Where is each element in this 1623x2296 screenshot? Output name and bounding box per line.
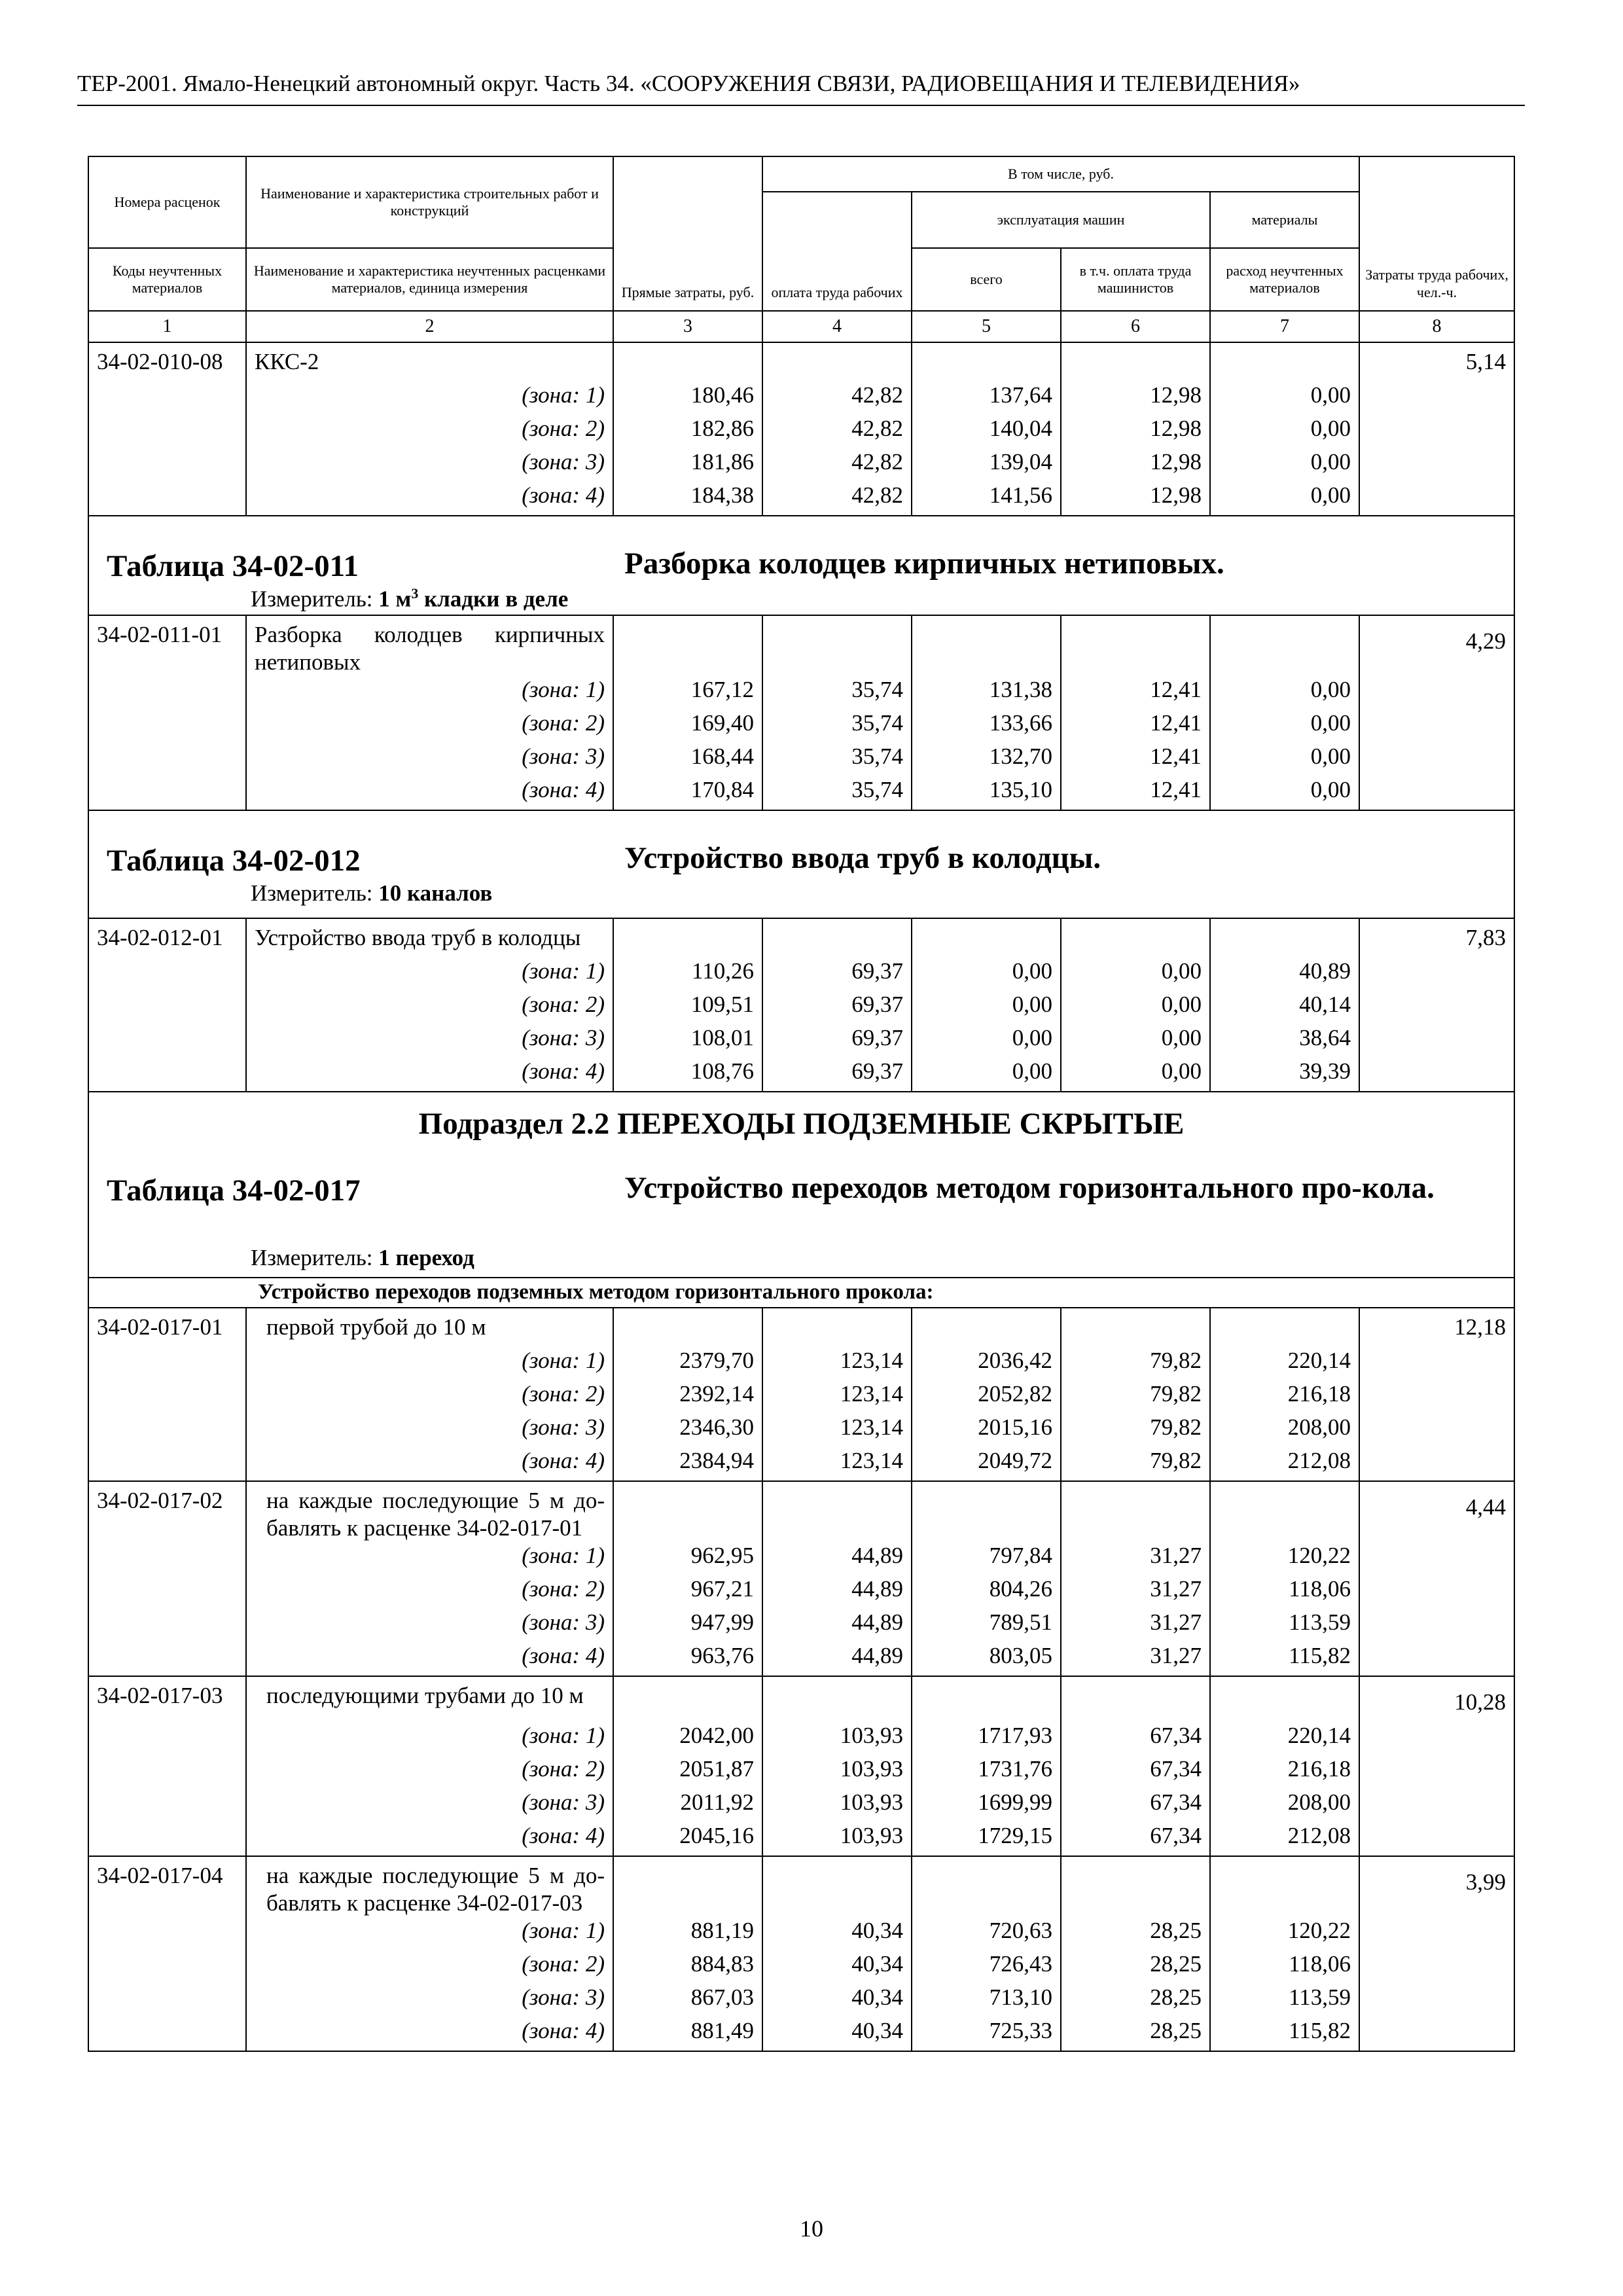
cost-value: 947,99 [613, 1609, 762, 1642]
cost-value: 103,93 [762, 1755, 912, 1789]
col6-header: в т.ч. оплата труда машинистов [1061, 248, 1210, 311]
table-row [88, 615, 1514, 676]
cost-value: 884,83 [613, 1950, 762, 1984]
zone-row [88, 1447, 1514, 1481]
zone-label: (зона: 4) [246, 1447, 613, 1481]
zone-row [88, 382, 1514, 415]
cost-value: 40,34 [762, 1917, 912, 1950]
zone-row [88, 709, 1514, 743]
cost-value: 803,05 [912, 1642, 1061, 1676]
rate-code: 34-02-017-02 [88, 1481, 246, 1542]
cost-value: 0,00 [1210, 743, 1359, 776]
cost-value: 28,25 [1061, 1984, 1210, 2017]
zone-label: (зона: 1) [246, 1347, 613, 1380]
cost-value: 169,40 [613, 709, 762, 743]
rate-code: 34-02-017-04 [88, 1856, 246, 1917]
cost-value: 140,04 [912, 415, 1061, 448]
table-description: Разборка колодцев кирпичных нетиповых. [624, 547, 1224, 581]
zone-label: (зона: 4) [246, 776, 613, 810]
zone-label: (зона: 1) [246, 1917, 613, 1950]
zone-row [88, 2017, 1514, 2051]
zone-row [88, 958, 1514, 991]
work-name: ККС-2 [246, 342, 613, 382]
subsection-title: Подраздел 2.2 ПЕРЕХОДЫ ПОДЗЕМНЫЕ СКРЫТЫЕ [418, 1107, 1185, 1141]
measure-label: Измеритель: [251, 586, 373, 612]
cost-value: 0,00 [912, 1058, 1061, 1092]
cost-value: 118,06 [1210, 1950, 1359, 1984]
materials-header: материалы [1210, 192, 1359, 248]
col3-header: Прямые затраты, руб. [613, 156, 762, 311]
cost-value: 2036,42 [912, 1347, 1061, 1380]
zone-row [88, 776, 1514, 810]
cost-value: 181,86 [613, 448, 762, 482]
incl-header: В том числе, руб. [762, 156, 1359, 192]
cost-value: 123,14 [762, 1347, 912, 1380]
zone-label: (зона: 2) [246, 991, 613, 1024]
cost-value: 168,44 [613, 743, 762, 776]
zone-label: (зона: 3) [246, 1789, 613, 1822]
cost-value: 804,26 [912, 1575, 1061, 1609]
cost-value: 0,00 [912, 991, 1061, 1024]
zone-row [88, 1024, 1514, 1058]
cost-value: 28,25 [1061, 1917, 1210, 1950]
col2-bottom-header: Наименование и характеристика неучтенных расценками материалов, единица измерения [246, 248, 613, 311]
table-row [88, 342, 1514, 382]
work-name: последующими трубами до 10 м [246, 1676, 613, 1722]
header-rule [77, 105, 1525, 106]
measure-label: Измеритель: [251, 880, 373, 906]
zone-label: (зона: 2) [246, 1950, 613, 1984]
col-number: 3 [613, 311, 762, 342]
cost-value: 881,19 [613, 1917, 762, 1950]
zone-row [88, 1984, 1514, 2017]
col-number: 2 [246, 311, 613, 342]
cost-value: 962,95 [613, 1542, 762, 1575]
col-number: 8 [1359, 311, 1514, 342]
table-title: Таблица 34-02-017 [107, 1174, 361, 1208]
zone-label: (зона: 4) [246, 1822, 613, 1856]
table-section [88, 810, 1514, 918]
zone-label: (зона: 2) [246, 1380, 613, 1414]
measure [251, 585, 568, 613]
cost-value: 0,00 [1210, 776, 1359, 810]
col4-header: оплата труда рабочих [762, 192, 912, 311]
cost-value: 789,51 [912, 1609, 1061, 1642]
zone-label: (зона: 2) [246, 709, 613, 743]
cost-value: 40,14 [1210, 991, 1359, 1024]
cost-value: 35,74 [762, 676, 912, 709]
work-name: Разборка колодцев кирпичных нетиповых [246, 615, 613, 676]
cost-value: 67,34 [1061, 1755, 1210, 1789]
zone-label: (зона: 2) [246, 415, 613, 448]
cost-value: 0,00 [1061, 1058, 1210, 1092]
cost-value: 170,84 [613, 776, 762, 810]
cost-value: 137,64 [912, 382, 1061, 415]
table-section [88, 1092, 1514, 1278]
col-number: 6 [1061, 311, 1210, 342]
labor-cost: 7,83 [1359, 918, 1514, 958]
cost-value: 31,27 [1061, 1542, 1210, 1575]
cost-value: 44,89 [762, 1609, 912, 1642]
cost-value: 110,26 [613, 958, 762, 991]
work-name: Устройство ввода труб в колодцы [246, 918, 613, 958]
cost-value: 40,34 [762, 1984, 912, 2017]
cost-value: 0,00 [1210, 676, 1359, 709]
group-row [88, 1278, 1514, 1308]
work-name: на каждые последующие 5 м до-бавлять к расценке 34-02-017-01 [246, 1481, 613, 1542]
cost-value: 220,14 [1210, 1722, 1359, 1755]
zone-label: (зона: 1) [246, 1542, 613, 1575]
rate-code: 34-02-010-08 [88, 342, 246, 382]
cost-value: 182,86 [613, 415, 762, 448]
work-name: на каждые последующие 5 м до-бавлять к расценке 34-02-017-03 [246, 1856, 613, 1917]
table-description: Устройство переходов методом горизонтального про-кола. [624, 1171, 1435, 1205]
cost-value: 103,93 [762, 1789, 912, 1822]
cost-value: 2051,87 [613, 1755, 762, 1789]
cost-value: 184,38 [613, 482, 762, 516]
cost-value: 2384,94 [613, 1447, 762, 1481]
table-title: Таблица 34-02-011 [107, 549, 359, 583]
cost-value: 0,00 [1210, 482, 1359, 516]
zone-label: (зона: 3) [246, 1024, 613, 1058]
zone-row [88, 1380, 1514, 1414]
zone-row [88, 1058, 1514, 1092]
cost-value: 1717,93 [912, 1722, 1061, 1755]
measure-value: 1 м [378, 586, 412, 612]
cost-value: 115,82 [1210, 2017, 1359, 2051]
cost-value: 123,14 [762, 1414, 912, 1447]
cost-value: 40,34 [762, 2017, 912, 2051]
zone-label: (зона: 3) [246, 1609, 613, 1642]
table-row [88, 1481, 1514, 1542]
zone-row [88, 415, 1514, 448]
labor-cost: 3,99 [1359, 1856, 1514, 1917]
table-section [88, 516, 1514, 615]
cost-value: 208,00 [1210, 1414, 1359, 1447]
zone-label: (зона: 3) [246, 448, 613, 482]
cost-value: 0,00 [1061, 958, 1210, 991]
group-title: Устройство переходов подземных методом горизонтального прокола: [88, 1278, 1514, 1308]
cost-value: 44,89 [762, 1642, 912, 1676]
col7-header: расход неучтенных материалов [1210, 248, 1359, 311]
zone-label: (зона: 4) [246, 2017, 613, 2051]
cost-value: 212,08 [1210, 1447, 1359, 1481]
cost-value: 713,10 [912, 1984, 1061, 2017]
table-row [88, 1856, 1514, 1917]
cost-value: 35,74 [762, 743, 912, 776]
cost-value: 0,00 [1061, 991, 1210, 1024]
measure [251, 880, 492, 907]
cost-value: 120,22 [1210, 1542, 1359, 1575]
cost-value: 726,43 [912, 1950, 1061, 1984]
col1-top-header: Номера расценок [88, 156, 246, 248]
col1-bottom-header: Коды неучтенных материалов [88, 248, 246, 311]
cost-value: 44,89 [762, 1542, 912, 1575]
cost-value: 31,27 [1061, 1575, 1210, 1609]
zone-row [88, 1542, 1514, 1575]
cost-value: 725,33 [912, 2017, 1061, 2051]
labor-cost: 5,14 [1359, 342, 1514, 382]
cost-value: 2379,70 [613, 1347, 762, 1380]
cost-value: 12,98 [1061, 448, 1210, 482]
cost-value: 79,82 [1061, 1380, 1210, 1414]
cost-value: 216,18 [1210, 1755, 1359, 1789]
cost-value: 220,14 [1210, 1347, 1359, 1380]
cost-value: 216,18 [1210, 1380, 1359, 1414]
zone-label: (зона: 1) [246, 958, 613, 991]
col-number: 5 [912, 311, 1061, 342]
cost-value: 108,01 [613, 1024, 762, 1058]
cost-value: 118,06 [1210, 1575, 1359, 1609]
zone-label: (зона: 3) [246, 743, 613, 776]
cost-value: 28,25 [1061, 1950, 1210, 1984]
cost-value: 2042,00 [613, 1722, 762, 1755]
measure-value: 10 каналов [378, 880, 493, 906]
zone-label: (зона: 1) [246, 1722, 613, 1755]
cost-value: 0,00 [1210, 448, 1359, 482]
cost-value: 2011,92 [613, 1789, 762, 1822]
cost-value: 0,00 [1210, 382, 1359, 415]
labor-cost: 4,44 [1359, 1481, 1514, 1542]
zone-row [88, 1822, 1514, 1856]
cost-value: 139,04 [912, 448, 1061, 482]
zone-label: (зона: 2) [246, 1575, 613, 1609]
cost-value: 963,76 [613, 1642, 762, 1676]
labor-cost: 4,29 [1359, 615, 1514, 676]
cost-value: 35,74 [762, 709, 912, 743]
cost-value: 40,89 [1210, 958, 1359, 991]
zone-row [88, 1789, 1514, 1822]
zone-row [88, 676, 1514, 709]
cost-value: 12,98 [1061, 482, 1210, 516]
zone-row [88, 1609, 1514, 1642]
cost-value: 42,82 [762, 415, 912, 448]
table-title: Таблица 34-02-012 [107, 844, 361, 878]
cost-value: 2392,14 [613, 1380, 762, 1414]
cost-value: 720,63 [912, 1917, 1061, 1950]
measure-label: Измеритель: [251, 1245, 373, 1270]
cost-value: 180,46 [613, 382, 762, 415]
zone-row [88, 482, 1514, 516]
cost-value: 69,37 [762, 958, 912, 991]
cost-value: 39,39 [1210, 1058, 1359, 1092]
cost-value: 867,03 [613, 1984, 762, 2017]
cost-value: 133,66 [912, 709, 1061, 743]
cost-value: 1699,99 [912, 1789, 1061, 1822]
cost-value: 28,25 [1061, 2017, 1210, 2051]
cost-value: 2049,72 [912, 1447, 1061, 1481]
measure-rest: кладки в деле [418, 586, 569, 612]
cost-value: 0,00 [1061, 1024, 1210, 1058]
work-name: первой трубой до 10 м [246, 1308, 613, 1347]
cost-value: 123,14 [762, 1447, 912, 1481]
cost-value: 12,41 [1061, 776, 1210, 810]
zone-row [88, 1917, 1514, 1950]
cost-value: 108,76 [613, 1058, 762, 1092]
cost-value: 113,59 [1210, 1609, 1359, 1642]
rate-code: 34-02-012-01 [88, 918, 246, 958]
cost-value: 212,08 [1210, 1822, 1359, 1856]
zone-label: (зона: 3) [246, 1984, 613, 2017]
zone-label: (зона: 4) [246, 1642, 613, 1676]
cost-value: 69,37 [762, 991, 912, 1024]
col2-top-header: Наименование и характеристика строительных работ и конструкций [246, 156, 613, 248]
cost-value: 42,82 [762, 482, 912, 516]
cost-value: 12,41 [1061, 709, 1210, 743]
cost-value: 141,56 [912, 482, 1061, 516]
zone-row [88, 1642, 1514, 1676]
col-number: 7 [1210, 311, 1359, 342]
cost-value: 881,49 [613, 2017, 762, 2051]
zone-row [88, 1414, 1514, 1447]
cost-value: 109,51 [613, 991, 762, 1024]
cost-value: 35,74 [762, 776, 912, 810]
cost-value: 44,89 [762, 1575, 912, 1609]
cost-value: 38,64 [1210, 1024, 1359, 1058]
cost-value: 208,00 [1210, 1789, 1359, 1822]
table-description: Устройство ввода труб в колодцы. [624, 841, 1101, 875]
zone-row [88, 743, 1514, 776]
rate-code: 34-02-017-03 [88, 1676, 246, 1722]
cost-value: 1729,15 [912, 1822, 1061, 1856]
price-table [88, 156, 1515, 2052]
zone-row [88, 1347, 1514, 1380]
cost-value: 0,00 [1210, 709, 1359, 743]
cost-value: 0,00 [1210, 415, 1359, 448]
cost-value: 69,37 [762, 1024, 912, 1058]
cost-value: 67,34 [1061, 1722, 1210, 1755]
measure-value: 1 переход [378, 1245, 474, 1270]
zone-row [88, 1950, 1514, 1984]
cost-value: 120,22 [1210, 1917, 1359, 1950]
cost-value: 12,98 [1061, 415, 1210, 448]
cost-value: 2045,16 [613, 1822, 762, 1856]
cost-value: 67,34 [1061, 1789, 1210, 1822]
zone-row [88, 448, 1514, 482]
cost-value: 797,84 [912, 1542, 1061, 1575]
zone-row [88, 1575, 1514, 1609]
col-number: 1 [88, 311, 246, 342]
cost-value: 103,93 [762, 1822, 912, 1856]
zone-label: (зона: 4) [246, 1058, 613, 1092]
cost-value: 79,82 [1061, 1347, 1210, 1380]
cost-value: 31,27 [1061, 1642, 1210, 1676]
table-row [88, 1676, 1514, 1722]
measure-sup: 3 [411, 585, 419, 601]
cost-value: 2052,82 [912, 1380, 1061, 1414]
cost-value: 103,93 [762, 1722, 912, 1755]
cost-value: 2346,30 [613, 1414, 762, 1447]
cost-value: 79,82 [1061, 1447, 1210, 1481]
cost-value: 40,34 [762, 1950, 912, 1984]
zone-label: (зона: 1) [246, 382, 613, 415]
table-row [88, 918, 1514, 958]
labor-cost: 12,18 [1359, 1308, 1514, 1347]
cost-value: 131,38 [912, 676, 1061, 709]
machines-header: эксплуатация машин [912, 192, 1210, 248]
cost-value: 167,12 [613, 676, 762, 709]
zone-row [88, 991, 1514, 1024]
cost-value: 0,00 [912, 958, 1061, 991]
col5-header: всего [912, 248, 1061, 311]
cost-value: 967,21 [613, 1575, 762, 1609]
cost-value: 115,82 [1210, 1642, 1359, 1676]
page-header: ТЕР-2001. Ямало-Ненецкий автономный округ. Часть 34. «СООРУЖЕНИЯ СВЯЗИ, РАДИОВЕЩАНИЯ И ТЕЛЕВИДЕНИЯ» [77, 71, 1300, 96]
labor-cost: 10,28 [1359, 1676, 1514, 1722]
cost-value: 2015,16 [912, 1414, 1061, 1447]
zone-label: (зона: 2) [246, 1755, 613, 1789]
cost-value: 69,37 [762, 1058, 912, 1092]
cost-value: 113,59 [1210, 1984, 1359, 2017]
cost-value: 12,41 [1061, 743, 1210, 776]
zone-row [88, 1755, 1514, 1789]
cost-value: 12,41 [1061, 676, 1210, 709]
cost-value: 79,82 [1061, 1414, 1210, 1447]
table-row [88, 1308, 1514, 1347]
cost-value: 135,10 [912, 776, 1061, 810]
zone-row [88, 1722, 1514, 1755]
rate-code: 34-02-011-01 [88, 615, 246, 676]
col8-header: Затраты труда рабочих, чел.-ч. [1359, 156, 1514, 311]
cost-value: 67,34 [1061, 1822, 1210, 1856]
cost-value: 42,82 [762, 448, 912, 482]
cost-value: 123,14 [762, 1380, 912, 1414]
page-number: 10 [800, 2215, 823, 2242]
cost-value: 12,98 [1061, 382, 1210, 415]
zone-label: (зона: 1) [246, 676, 613, 709]
col-number: 4 [762, 311, 912, 342]
measure [251, 1244, 474, 1272]
cost-value: 1731,76 [912, 1755, 1061, 1789]
rate-code: 34-02-017-01 [88, 1308, 246, 1347]
cost-value: 132,70 [912, 743, 1061, 776]
cost-value: 42,82 [762, 382, 912, 415]
cost-value: 0,00 [912, 1024, 1061, 1058]
zone-label: (зона: 3) [246, 1414, 613, 1447]
zone-label: (зона: 4) [246, 482, 613, 516]
cost-value: 31,27 [1061, 1609, 1210, 1642]
